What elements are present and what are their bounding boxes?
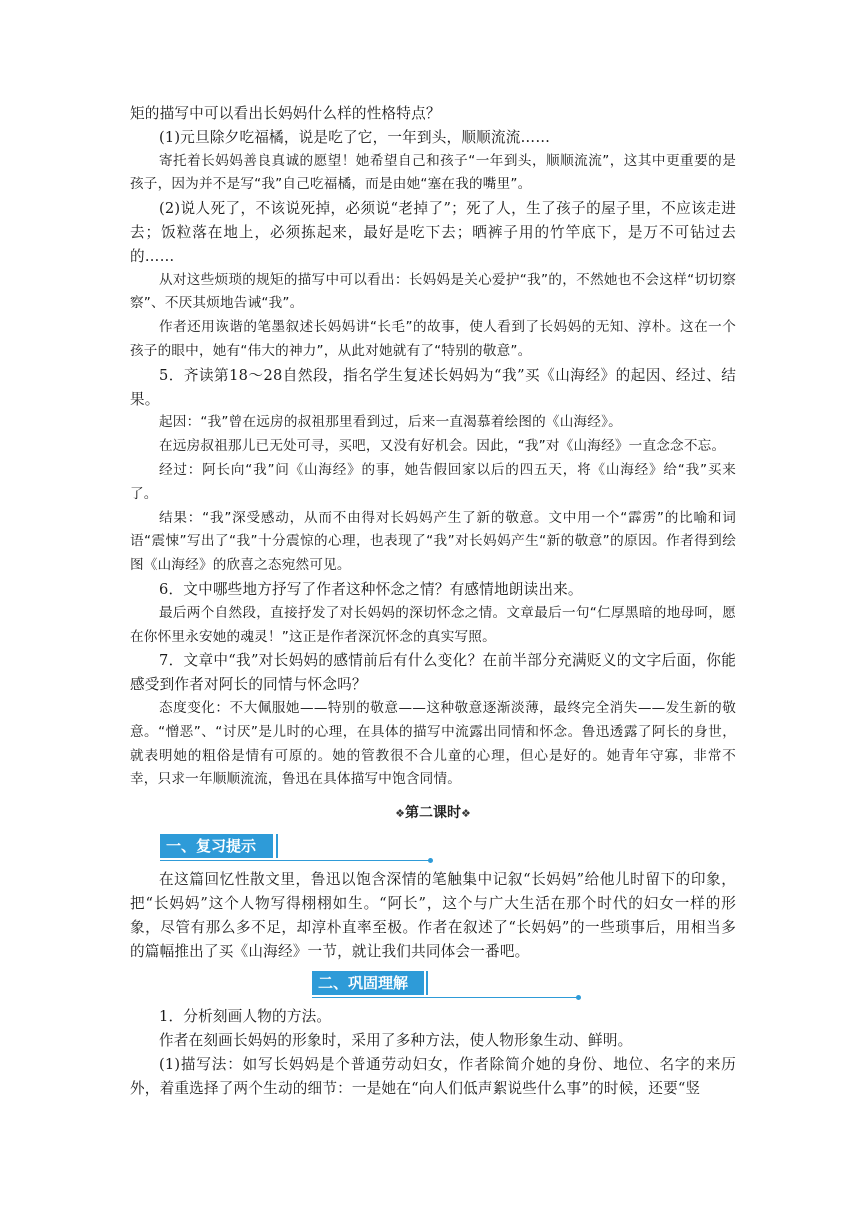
heading-bar — [420, 971, 423, 995]
heading-bar — [276, 834, 278, 858]
question-paragraph: 7．文章中“我”对长妈妈的感情前后有什么变化？在前半部分充满贬义的文字后面，你能感受到作者对阿长的同情与怀念吗？ — [130, 652, 736, 694]
heading-dot — [428, 858, 433, 863]
section-heading-review — [130, 834, 736, 862]
heading-rule — [312, 997, 578, 998]
answer-paragraph: 经过：阿长向“我”问《山海经》的事，她告假回家以后的四五天，将《山海经》给“我”买来了。 — [130, 461, 736, 502]
answer-paragraph: 最后两个自然段，直接抒发了对长妈妈的深切怀念之情。文章最后一句“仁厚黑暗的地母呵，愿在你怀里永安她的魂灵！”这正是作者深沉怀念的真实写照。 — [130, 604, 736, 645]
ornament-left-icon: ❖ — [395, 807, 405, 821]
question-paragraph: 6．文中哪些地方抒写了作者这种怀念之情？有感情地朗读出来。 — [159, 580, 583, 598]
paragraph: (1)元旦除夕吃福橘，说是吃了它，一年到头，顺顺流流…… — [159, 128, 551, 146]
answer-paragraph: 起因：“我”曾在远房的叔祖那里看到过，后来一直渴慕着绘图的《山海经》。 — [159, 414, 622, 431]
answer-paragraph: 在远房叔祖那儿已无处可寻，买吧，又没有好机会。因此，“我”对《山海经》一直念念不忘。 — [159, 438, 726, 455]
ornament-right-icon: ❖ — [461, 807, 471, 821]
lesson-title — [130, 802, 736, 822]
paragraph: (1)描写法：如写长妈妈是个普通劳动妇女，作者除简介她的身份、地位、名字的来历外，着重选择了两个生动的细节：一是她在“向人们低声絮说些什么事”的时候，还要“竖 — [130, 1055, 736, 1097]
heading-bar — [270, 834, 273, 858]
question-paragraph: 1．分析刻画人物的方法。 — [159, 1008, 332, 1026]
paragraph: 在这篇回忆性散文里，鲁迅以饱含深情的笔触集中记叙“长妈妈”给他儿时留下的印象，把“长妈妈”这个人物写得栩栩如生。“阿长”，这个与广大生活在那个时代的妇女一样的形象，尽管有那么多不足，却淳朴直率至极。作者在叙述了“长妈妈”的一些琐事后，用相当多的篇幅推出了买《山海经》一节，就让我们共同体会一番吧。 — [130, 871, 736, 960]
answer-paragraph: 从对这些烦琐的规矩的描写中可以看出：长妈妈是关心爱护“我”的，不然她也不会这样“切切察察”、不厌其烦地告诫“我”。 — [130, 271, 736, 312]
answer-paragraph: 寄托着长妈妈善良真诚的愿望！她希望自己和孩子“一年到头，顺顺流流”，这其中更重要的是孩子，因为并不是写“我”自己吃福橘，而是由她“塞在我的嘴里”。 — [130, 152, 736, 193]
paragraph: 作者在刻画长妈妈的形象时，采用了多种方法，使人物形象生动、鲜明。 — [159, 1032, 633, 1050]
heading-bar — [426, 971, 428, 995]
heading-rule — [160, 860, 430, 861]
question-paragraph: 5．齐读第18～28自然段，指名学生复述长妈妈为“我”买《山海经》的起因、经过、结果。 — [130, 366, 736, 408]
paragraph: 矩的描写中可以看出长妈妈什么样的性格特点？ — [130, 105, 441, 122]
heading-dot — [576, 995, 581, 1000]
answer-paragraph: 作者还用诙谐的笔墨叙述长妈妈讲“长毛”的故事，使人看到了长妈妈的无知、淳朴。这在一个孩子的眼中，她有“伟大的神力”，从此对她就有了“特别的敬意”。 — [130, 319, 736, 359]
section-heading-consolidate — [130, 971, 736, 999]
lesson-title-text: 第二课时 — [405, 805, 461, 822]
section-heading-box: 二、巩固理解 — [312, 971, 424, 995]
paragraph: (2)说人死了，不该说死掉，必须说“老掉了”；死了人，生了孩子的屋子里，不应该走进去；饭粒落在地上，必须拣起来，最好是吃下去；晒裤子用的竹竿底下，是万不可钻过去的…… — [130, 200, 736, 265]
section-heading-box: 一、复习提示 — [160, 834, 272, 858]
answer-paragraph: 结果：“我”深受感动，从而不由得对长妈妈产生了新的敬意。文中用一个“霹雳”的比喻和词语“震悚”写出了“我”十分震惊的心理，也表现了“我”对长妈妈产生“新的敬意”的原因。作者得到绘图《山海经》的欣喜之态宛然可见。 — [130, 509, 736, 574]
answer-paragraph: 态度变化：不大佩服她——特别的敬意——这种敬意逐渐淡薄，最终完全消失——发生新的敬意。“憎恶”、“讨厌”是儿时的心理，在具体的描写中流露出同情和怀念。鲁迅透露了阿长的身世，就表明她的粗俗是情有可原的。她的管教很不合儿童的心理，但心是好的。她青年守寡，非常不幸，只求一年顺顺流流，鲁迅在具体描写中饱含同情。 — [130, 699, 736, 788]
document-page — [130, 102, 736, 1100]
